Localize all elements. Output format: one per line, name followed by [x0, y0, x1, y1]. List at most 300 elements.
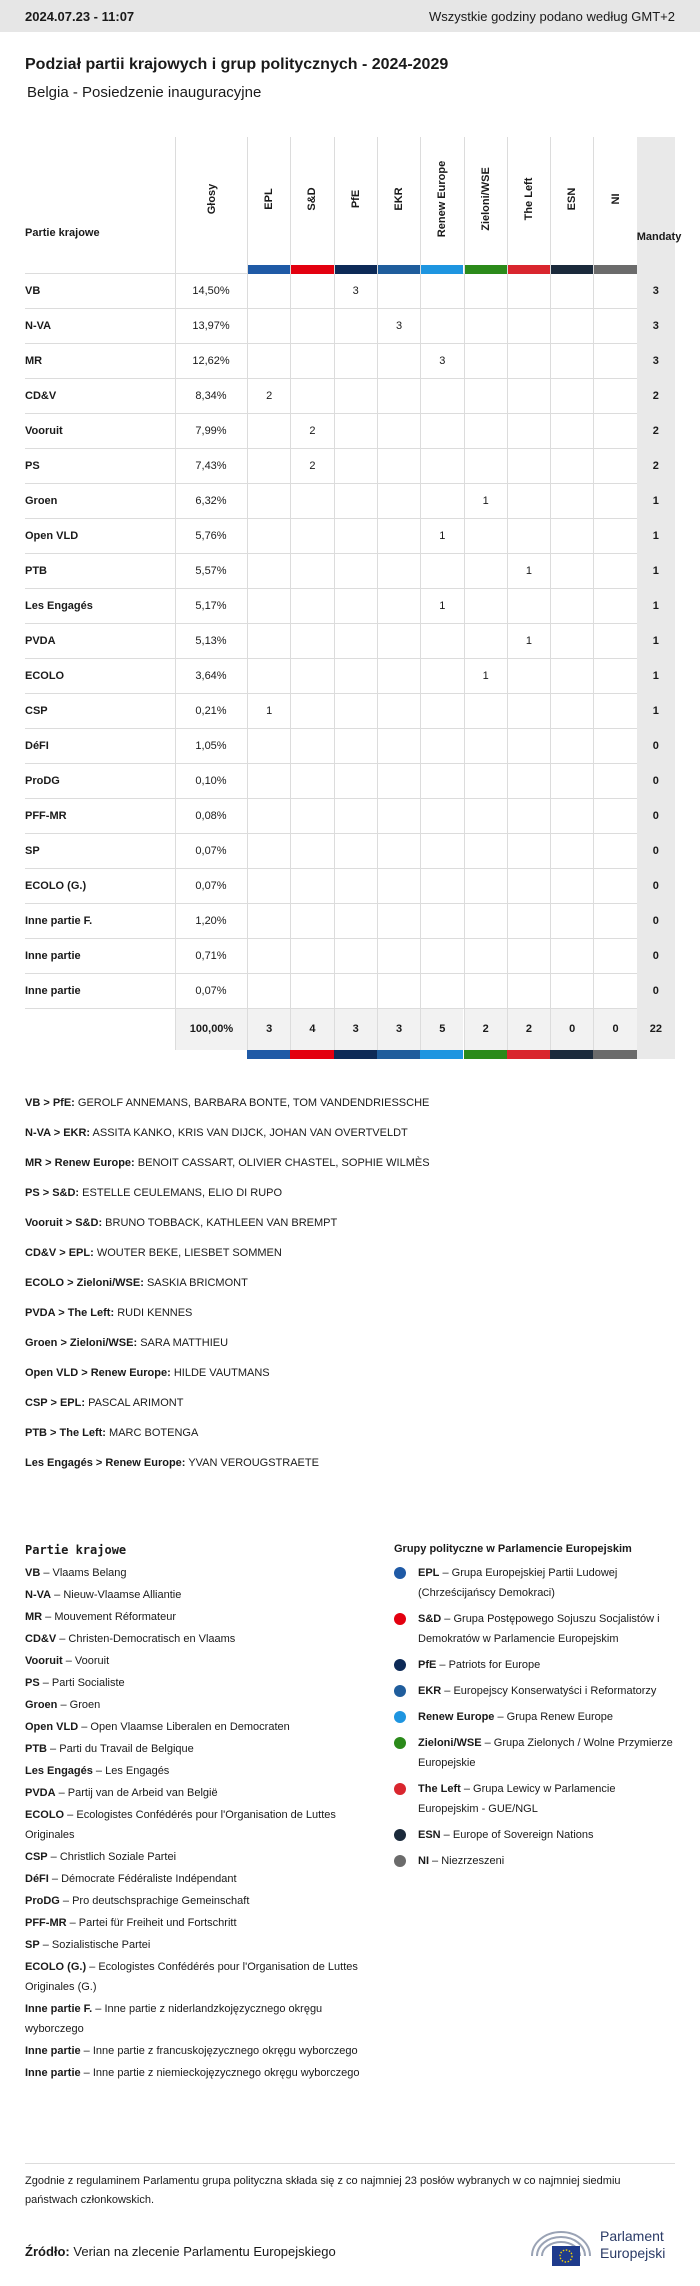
seat-cell: [507, 904, 550, 939]
seat-cell: [593, 274, 636, 309]
seat-cell: [593, 904, 636, 939]
party-group-link: MR > Renew Europe:: [25, 1157, 135, 1169]
group-full-name: Europe of Sovereign Nations: [452, 1829, 594, 1841]
party-name: ProDG: [25, 775, 60, 787]
seat-cell: [334, 589, 377, 624]
mep-line: [25, 1123, 675, 1153]
party-abbr: Vooruit: [25, 1655, 63, 1667]
party-group-link: CD&V > EPL:: [25, 1247, 94, 1259]
logo-text: [600, 2228, 665, 2262]
table-row: [25, 414, 675, 449]
seat-cell: [593, 974, 636, 1009]
mep-names: SASKIA BRICMONT: [146, 1277, 248, 1289]
group-color-bar: [465, 265, 507, 274]
mep-names: GEROLF ANNEMANS, BARBARA BONTE, TOM VANDENDRIESSCHE: [77, 1097, 430, 1109]
table-row: [25, 694, 675, 729]
vote-share: 3,64%: [195, 670, 227, 682]
group-full-name: Grupa Europejskiej Partii Ludowej (Chrześcijańscy Demokraci): [418, 1567, 618, 1599]
seat-cell: [507, 519, 550, 554]
party-full-name: Christen-Democratisch en Vlaams: [68, 1633, 236, 1645]
seat-cell: [507, 939, 550, 974]
party-abbr: CD&V: [25, 1633, 57, 1645]
seat-cell: [550, 869, 593, 904]
group-color-dot-icon: [394, 1567, 406, 1579]
logo-line-2: Europejski: [600, 2245, 666, 2261]
group-column-label: EPL: [263, 188, 276, 210]
seat-cell: [290, 624, 333, 659]
party-name: Inne partie: [25, 950, 81, 962]
seat-cell: [593, 869, 636, 904]
seat-cell: [334, 624, 377, 659]
party-legend-item: SP – Sozialistische Partei: [25, 1939, 151, 1951]
seat-cell: [550, 554, 593, 589]
seat-cell: [334, 344, 377, 379]
party-abbr: Inne partie F.: [25, 2003, 93, 2015]
seat-cell: [290, 589, 333, 624]
source-text: Verian na zlecenie Parlamentu Europejskiego: [73, 2244, 336, 2259]
mep-line: [25, 1303, 675, 1333]
mandates-column-header: [636, 137, 682, 274]
party-name: ECOLO: [25, 670, 65, 682]
mep-names: WOUTER BEKE, LIESBET SOMMEN: [96, 1247, 282, 1259]
seat-cell: 1: [247, 694, 290, 729]
vote-share: 1,20%: [195, 915, 227, 927]
seat-cell: [247, 484, 290, 519]
seat-cell: [290, 309, 333, 344]
group-color-bar: [593, 1050, 636, 1059]
table-row: [25, 274, 675, 309]
party-full-name: Vlaams Belang: [52, 1567, 127, 1579]
total-seat-cell: 0: [593, 1009, 636, 1050]
party-legend-item: ProDG – Pro deutschsprachige Gemeinschaft: [25, 1895, 250, 1907]
seat-cell: [377, 729, 420, 764]
party-full-name: Les Engagés: [105, 1765, 170, 1777]
group-color-dot-icon: [394, 1685, 406, 1697]
seat-cell: [247, 729, 290, 764]
logo-line-1: Parlament: [600, 2228, 664, 2244]
mep-line: [25, 1183, 675, 1213]
seat-cell: [507, 484, 550, 519]
seat-cell: [593, 519, 636, 554]
source-line: [25, 2244, 336, 2259]
seat-cell: [377, 519, 420, 554]
party-full-name: Christlich Soziale Partei: [59, 1851, 177, 1863]
group-column-label: ESN: [566, 187, 579, 211]
total-seat-cell: 3: [334, 1009, 377, 1050]
seat-cell: [464, 974, 507, 1009]
seat-cell: [290, 799, 333, 834]
party-column-header: [25, 223, 115, 243]
seat-cell: [464, 764, 507, 799]
seat-cell: [507, 729, 550, 764]
seat-cell: [550, 414, 593, 449]
mandates-cell: 1: [637, 624, 675, 659]
group-full-name: Grupa Zielonych / Wolne Przymierze Europejskie: [418, 1737, 673, 1769]
vote-share: 5,17%: [195, 600, 227, 612]
seat-cell: [550, 659, 593, 694]
group-legend-item: NI – Niezrzeszeni: [394, 1851, 675, 1871]
seat-cell: [420, 659, 463, 694]
table-row: [25, 904, 675, 939]
total-seat-cell: 0: [550, 1009, 593, 1050]
group-color-bar: [421, 265, 463, 274]
seat-cell: [507, 764, 550, 799]
mandates-cell: 1: [637, 519, 675, 554]
group-column-header: [550, 137, 593, 274]
party-legend-item: PVDA – Partij van de Arbeid van België: [25, 1787, 218, 1799]
page-subtitle: Belgia - Posiedzenie inauguracyjne: [27, 84, 262, 101]
seat-cell: [420, 554, 463, 589]
party-abbr: Les Engagés: [25, 1765, 93, 1777]
seat-cell: [420, 939, 463, 974]
seat-cell: [507, 414, 550, 449]
group-column-label: NI: [609, 193, 622, 205]
mep-line: [25, 1243, 675, 1273]
seat-cell: [464, 834, 507, 869]
seat-cell: [593, 729, 636, 764]
seat-cell: [377, 974, 420, 1009]
group-column-label: S&D: [306, 187, 319, 211]
group-column-header: [334, 137, 377, 274]
party-legend-item: CSP – Christlich Soziale Partei: [25, 1851, 177, 1863]
group-abbr: EKR: [418, 1685, 442, 1697]
seat-cell: [420, 414, 463, 449]
party-name: Groen: [25, 495, 58, 507]
party-full-name: Démocrate Fédéraliste Indépendant: [61, 1873, 237, 1885]
seat-cell: [247, 309, 290, 344]
seat-cell: [420, 309, 463, 344]
seat-cell: [507, 379, 550, 414]
party-abbr: ECOLO: [25, 1809, 65, 1821]
party-full-name: Inne partie z niderlandzkojęzycznego okręgu wyborczego: [25, 2003, 323, 2035]
group-color-bar: [377, 1050, 420, 1059]
top-bar: [0, 0, 700, 32]
vote-share: 0,08%: [195, 810, 227, 822]
seat-cell: [247, 939, 290, 974]
seat-cell: [290, 659, 333, 694]
seat-cell: [550, 904, 593, 939]
seat-cell: [377, 274, 420, 309]
mep-line: [25, 1363, 675, 1393]
mep-names: RUDI KENNES: [117, 1307, 193, 1319]
mandates-cell: 2: [637, 379, 675, 414]
seat-cell: 3: [334, 274, 377, 309]
party-full-name: Pro deutschsprachige Gemeinschaft: [72, 1895, 250, 1907]
parties-legend: [25, 1543, 360, 2085]
mandates-cell: 1: [637, 659, 675, 694]
party-group-link: Vooruit > S&D:: [25, 1217, 103, 1229]
seat-cell: [334, 379, 377, 414]
seat-cell: [420, 694, 463, 729]
mandates-cell: 2: [637, 414, 675, 449]
seat-cell: [593, 484, 636, 519]
seat-cell: [420, 624, 463, 659]
party-name: Vooruit: [25, 425, 63, 437]
table-row: [25, 799, 675, 834]
vote-share: 5,57%: [195, 565, 227, 577]
party-legend-item: PTB – Parti du Travail de Belgique: [25, 1743, 194, 1755]
seat-cell: [334, 869, 377, 904]
party-abbr: DéFI: [25, 1873, 49, 1885]
seat-cell: [247, 344, 290, 379]
party-legend-item: Vooruit – Vooruit: [25, 1655, 110, 1667]
groups-legend: [394, 1543, 675, 1877]
party-name: PVDA: [25, 635, 56, 647]
party-legend-item: PS – Parti Socialiste: [25, 1677, 125, 1689]
seat-cell: [377, 624, 420, 659]
seat-cell: [290, 484, 333, 519]
mep-names: PASCAL ARIMONT: [88, 1397, 184, 1409]
seat-cell: [420, 974, 463, 1009]
group-column-header: [290, 137, 333, 274]
party-abbr: Inne partie: [25, 2067, 81, 2079]
seat-cell: [550, 624, 593, 659]
seat-cell: [464, 449, 507, 484]
seat-cell: [334, 519, 377, 554]
seat-cell: [507, 694, 550, 729]
group-abbr: ESN: [418, 1829, 441, 1841]
table-row: [25, 449, 675, 484]
mep-line: [25, 1093, 675, 1123]
seat-cell: [593, 589, 636, 624]
mandates-cell: 1: [637, 484, 675, 519]
seat-cell: [550, 694, 593, 729]
party-abbr: CSP: [25, 1851, 48, 1863]
mep-line: [25, 1333, 675, 1363]
party-full-name: Ecologistes Confédérés pour l'Organisation de Luttes Originales: [25, 1809, 336, 1841]
party-legend-item: VB – Vlaams Belang: [25, 1567, 127, 1579]
vote-share: 0,71%: [195, 950, 227, 962]
seat-cell: [420, 729, 463, 764]
vote-share: 5,76%: [195, 530, 227, 542]
seat-cell: [247, 589, 290, 624]
table-header: [25, 137, 682, 274]
european-parliament-logo: [528, 2226, 678, 2268]
group-column-header: [464, 137, 507, 274]
mandates-cell: 0: [637, 939, 675, 974]
total-seat-cell: 2: [507, 1009, 550, 1050]
party-abbr: ECOLO (G.): [25, 1961, 87, 1973]
party-full-name: Parti Socialiste: [51, 1677, 125, 1689]
seat-cell: [593, 414, 636, 449]
mep-line: [25, 1393, 675, 1423]
party-group-link: Open VLD > Renew Europe:: [25, 1367, 171, 1379]
party-name: VB: [25, 285, 41, 297]
party-full-name: Open Vlaamse Liberalen en Democraten: [90, 1721, 290, 1733]
seat-cell: [334, 309, 377, 344]
seat-cell: [593, 449, 636, 484]
table-row: [25, 309, 675, 344]
totals-row: [25, 1009, 675, 1059]
vote-share: 7,99%: [195, 425, 227, 437]
seat-cell: 1: [420, 589, 463, 624]
total-mandates: 22: [637, 1009, 675, 1059]
seat-cell: [247, 834, 290, 869]
party-group-link: ECOLO > Zieloni/WSE:: [25, 1277, 144, 1289]
seat-cell: [247, 799, 290, 834]
vote-share: 12,62%: [192, 355, 230, 367]
mandates-header-label: Mandaty: [636, 231, 682, 243]
group-color-bar: [378, 265, 420, 274]
party-legend-item: CD&V – Christen-Democratisch en Vlaams: [25, 1633, 236, 1645]
mep-names: SARA MATTHIEU: [140, 1337, 229, 1349]
seat-cell: [464, 519, 507, 554]
group-full-name: Europejscy Konserwatyści i Reformatorzy: [453, 1685, 657, 1697]
mep-line: [25, 1153, 675, 1183]
party-abbr: ProDG: [25, 1895, 60, 1907]
party-header-label: Partie krajowe: [25, 227, 100, 239]
seat-cell: [464, 869, 507, 904]
seat-cell: [247, 869, 290, 904]
group-color-dot-icon: [394, 1855, 406, 1867]
seat-cell: [334, 939, 377, 974]
group-column-label: PfE: [349, 189, 362, 209]
party-full-name: Vooruit: [74, 1655, 110, 1667]
seat-cell: [334, 414, 377, 449]
group-color-bar: [247, 1050, 290, 1059]
seat-cell: [377, 554, 420, 589]
group-legend-item: EPL – Grupa Europejskiej Partii Ludowej (Chrześcijańscy Demokraci): [394, 1563, 675, 1603]
seat-cell: [420, 904, 463, 939]
group-legend-item: Zieloni/WSE – Grupa Zielonych / Wolne Przymierze Europejskie: [394, 1733, 675, 1773]
total-seat-cell: 5: [420, 1009, 463, 1050]
mep-names: ESTELLE CEULEMANS, ELIO DI RUPO: [82, 1187, 283, 1199]
mandates-cell: 2: [637, 449, 675, 484]
seat-cell: [593, 764, 636, 799]
group-column-header: [593, 137, 636, 274]
table-row: [25, 974, 675, 1009]
party-full-name: Partij van de Arbeid van België: [67, 1787, 218, 1799]
party-group-link: VB > PfE:: [25, 1097, 75, 1109]
seat-cell: [550, 309, 593, 344]
vote-share: 6,32%: [195, 495, 227, 507]
seat-cell: [377, 344, 420, 379]
seat-cell: [550, 589, 593, 624]
party-full-name: Groen: [69, 1699, 101, 1711]
mandates-cell: 3: [637, 344, 675, 379]
mandates-cell: 0: [637, 904, 675, 939]
party-name: CSP: [25, 705, 48, 717]
seat-cell: [247, 519, 290, 554]
seat-cell: [334, 659, 377, 694]
results-table: [25, 137, 682, 1059]
seat-cell: [464, 274, 507, 309]
seat-cell: [464, 939, 507, 974]
seat-cell: [550, 834, 593, 869]
seat-cell: [334, 904, 377, 939]
mep-line: [25, 1423, 675, 1453]
group-abbr: Zieloni/WSE: [418, 1737, 482, 1749]
seat-cell: [507, 659, 550, 694]
seat-cell: [593, 939, 636, 974]
table-row: [25, 624, 675, 659]
group-abbr: The Left: [418, 1783, 461, 1795]
party-name: N-VA: [25, 320, 52, 332]
group-full-name: Grupa Postępowego Sojuszu Socjalistów i Demokratów w Parlamencie Europejskim: [418, 1613, 660, 1645]
seat-cell: [377, 939, 420, 974]
total-seat-cell: 2: [464, 1009, 507, 1050]
party-group-link: PVDA > The Left:: [25, 1307, 115, 1319]
vote-share: 5,13%: [195, 635, 227, 647]
seat-cell: 1: [507, 624, 550, 659]
rules-note: Zgodnie z regulaminem Parlamentu grupa polityczna składa się z co najmniej 23 posłów wybranych w co najmniej siedmiu państwach członkowskich.: [25, 2163, 675, 2210]
group-column-header: [507, 137, 550, 274]
seat-cell: [290, 834, 333, 869]
table-row: [25, 834, 675, 869]
party-legend-item: DéFI – Démocrate Fédéraliste Indépendant: [25, 1873, 237, 1885]
seat-cell: [507, 799, 550, 834]
seat-cell: [550, 274, 593, 309]
seat-cell: [593, 379, 636, 414]
total-votes: 100,00%: [175, 1009, 247, 1050]
group-column-header: [420, 137, 463, 274]
seat-cell: [507, 589, 550, 624]
party-name: Inne partie: [25, 985, 81, 997]
group-legend-item: Renew Europe – Grupa Renew Europe: [394, 1707, 675, 1727]
seat-cell: [420, 869, 463, 904]
table-body: [25, 274, 675, 1059]
seat-cell: [593, 554, 636, 589]
party-group-link: CSP > EPL:: [25, 1397, 86, 1409]
party-group-link: PS > S&D:: [25, 1187, 80, 1199]
seat-cell: [377, 484, 420, 519]
seat-cell: [420, 484, 463, 519]
party-abbr: MR: [25, 1611, 43, 1623]
votes-header-label: Głosy: [205, 183, 218, 215]
seat-cell: [507, 834, 550, 869]
seat-cell: [464, 414, 507, 449]
seat-cell: [593, 344, 636, 379]
vote-share: 0,07%: [195, 985, 227, 997]
seat-cell: [290, 694, 333, 729]
seat-cell: [377, 869, 420, 904]
party-abbr: Inne partie: [25, 2045, 81, 2057]
party-group-link: PTB > The Left:: [25, 1427, 106, 1439]
seat-cell: [550, 764, 593, 799]
seat-cell: [550, 519, 593, 554]
mep-names: ASSITA KANKO, KRIS VAN DIJCK, JOHAN VAN OVERTVELDT: [92, 1127, 408, 1139]
seat-cell: [377, 799, 420, 834]
party-legend-item: Groen – Groen: [25, 1699, 101, 1711]
seat-cell: [334, 449, 377, 484]
group-abbr: NI: [418, 1855, 429, 1867]
group-legend-item: ESN – Europe of Sovereign Nations: [394, 1825, 675, 1845]
group-column-label: Renew Europe: [436, 160, 449, 238]
group-column-label: EKR: [393, 187, 406, 211]
seat-cell: [377, 589, 420, 624]
seat-cell: [334, 484, 377, 519]
seat-cell: [464, 799, 507, 834]
seat-cell: [377, 764, 420, 799]
total-seat-cell: 4: [290, 1009, 333, 1050]
seat-cell: [334, 554, 377, 589]
party-legend-item: Inne partie – Inne partie z francuskojęzycznego okręgu wyborczego: [25, 2045, 358, 2057]
mep-names: BENOIT CASSART, OLIVIER CHASTEL, SOPHIE WILMÈS: [137, 1157, 430, 1169]
group-color-bar: [291, 265, 333, 274]
group-column-label: The Left: [522, 177, 535, 221]
group-legend-item: EKR – Europejscy Konserwatyści i Reformatorzy: [394, 1681, 675, 1701]
group-column-label: Zieloni/WSE: [479, 167, 492, 231]
source-label: Źródło:: [25, 2244, 70, 2259]
seat-cell: [247, 554, 290, 589]
table-row: [25, 939, 675, 974]
group-color-bar: [290, 1050, 333, 1059]
group-column-header: [247, 137, 290, 274]
group-color-dot-icon: [394, 1659, 406, 1671]
group-color-bar: [420, 1050, 463, 1059]
mandates-cell: 0: [637, 729, 675, 764]
mep-line: [25, 1213, 675, 1243]
